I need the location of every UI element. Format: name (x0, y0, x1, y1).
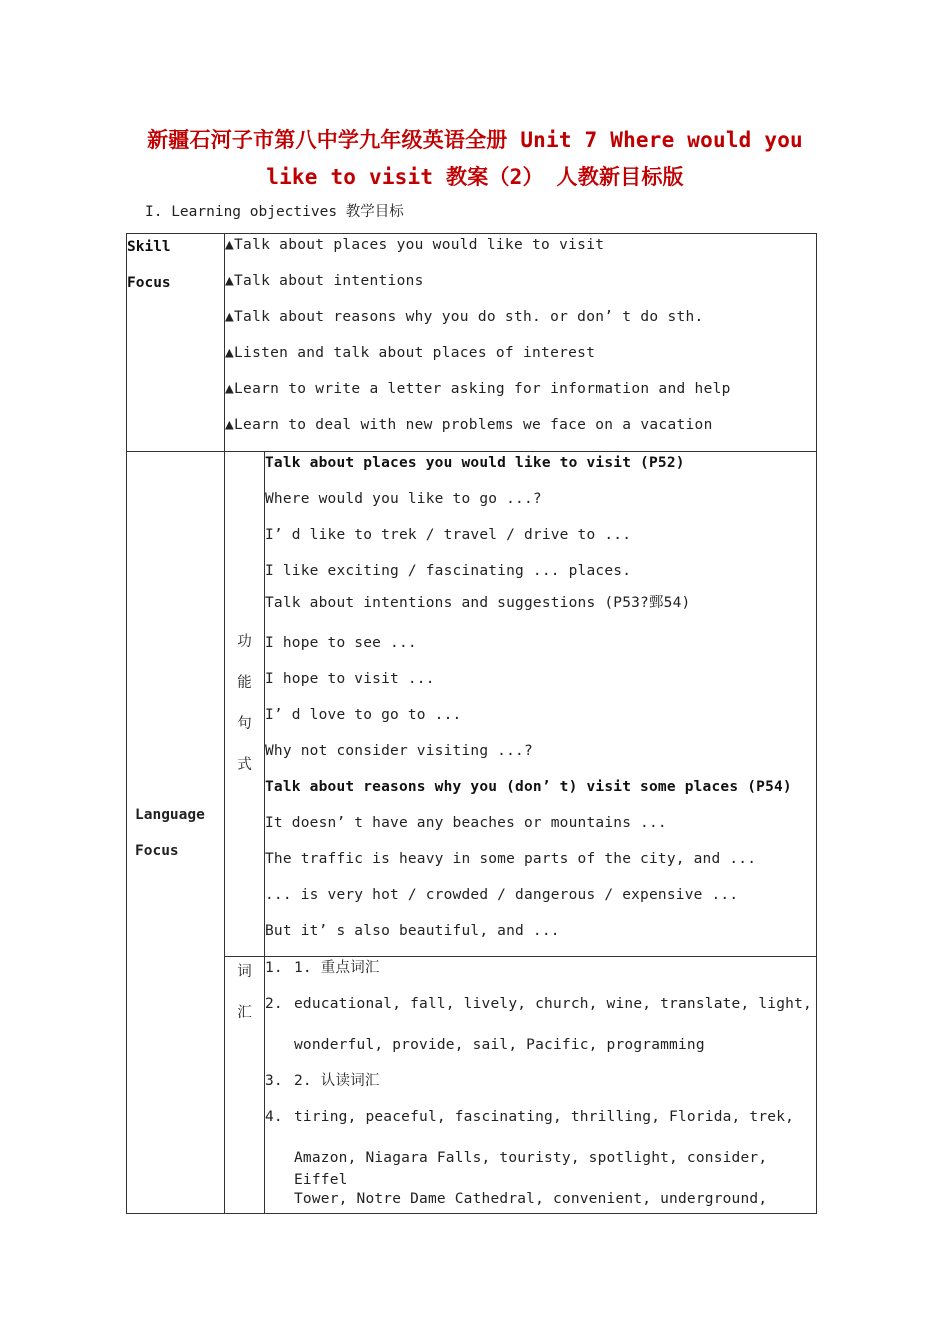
vocab-item (265, 1106, 816, 1147)
document-title-line-2: like to visit 教案（2） 人教新目标版 (266, 165, 684, 189)
skill-label-word: Skill (127, 239, 171, 255)
vocab-item-text: tiring, peaceful, fascinating, thrilling, Florida, trek, (294, 1109, 795, 1125)
language-focus-label (127, 452, 225, 1214)
vocab-item-number: 4. (265, 1109, 283, 1125)
function-line: But it’ s also beautiful, and ... (265, 923, 560, 939)
objectives-table (126, 233, 817, 1214)
vocab-item-number: 2. (265, 996, 283, 1012)
function-line: Why not consider visiting ...? (265, 743, 533, 759)
function-line: I’ d like to trek / travel / drive to ... (265, 527, 632, 543)
skill-item: ▲Learn to write a letter asking for information and help (225, 381, 731, 397)
function-label-char: 功 (237, 634, 252, 650)
function-label-char: 句 (237, 716, 252, 732)
skill-item: ▲Listen and talk about places of interest (225, 345, 596, 361)
function-line: Where would you like to go ...? (265, 491, 542, 507)
language-function-row (127, 452, 817, 957)
function-heading: Talk about intentions and suggestions (P53?鄄54) (265, 595, 691, 611)
document-title-line-1: 新疆石河子市第八中学九年级英语全册 Unit 7 Where would you (147, 128, 803, 152)
focus-label-word: Focus (135, 842, 179, 859)
vocabulary-label-char: 汇 (237, 1005, 252, 1021)
vocabulary-list (265, 957, 817, 1214)
function-line: ... is very hot / crowded / dangerous / expensive ... (265, 887, 739, 903)
skill-item: ▲Talk about reasons why you do sth. or don’ t do sth. (225, 309, 704, 325)
vocab-item (265, 993, 816, 1034)
function-heading: Talk about places you would like to visit (P52) (265, 455, 685, 471)
skill-focus-label (127, 234, 225, 452)
section-heading: I. Learning objectives 教学目标 (145, 204, 404, 220)
skill-focus-items (225, 234, 817, 452)
vocab-item-continuation: wonderful, provide, sail, Pacific, programming (294, 1037, 705, 1053)
skill-focus-row (127, 234, 817, 452)
vocab-item-text: 1. 重点词汇 (294, 960, 380, 976)
function-label-char: 能 (237, 675, 252, 691)
skill-item: ▲Learn to deal with new problems we face on a vacation (225, 417, 713, 433)
function-label-char: 式 (237, 757, 252, 773)
language-label-word: Language (135, 806, 205, 823)
function-sentences (265, 452, 817, 957)
vocab-item-text: educational, fall, lively, church, wine, translate, light, (294, 996, 812, 1012)
vocabulary-label-char: 词 (237, 964, 252, 980)
function-line: I’ d love to go to ... (265, 707, 462, 723)
function-line: The traffic is heavy in some parts of the city, and ... (265, 851, 757, 867)
function-heading: Talk about reasons why you (don’ t) visit some places (P54) (265, 779, 792, 795)
function-line: I hope to visit ... (265, 671, 435, 687)
language-vocabulary-row (127, 957, 817, 1214)
function-sentences-label (225, 452, 265, 957)
function-line: It doesn’ t have any beaches or mountains ... (265, 815, 667, 831)
skill-item: ▲Talk about places you would like to visit (225, 237, 605, 253)
vocab-item-text: 2. 认读词汇 (294, 1073, 380, 1089)
function-line: I like exciting / fascinating ... places. (265, 563, 632, 579)
vocab-item-continuation: Amazon, Niagara Falls, touristy, spotlight, consider, Eiffel (294, 1150, 768, 1188)
vocab-item-continuation: Tower, Notre Dame Cathedral, convenient, underground, (294, 1191, 768, 1207)
function-line: I hope to see ... (265, 635, 417, 651)
focus-label-word: Focus (127, 275, 171, 291)
vocab-item-number: 1. (265, 960, 283, 976)
vocab-item (265, 1070, 816, 1106)
vocab-item (265, 957, 816, 993)
skill-item: ▲Talk about intentions (225, 273, 424, 289)
vocab-item-number: 3. (265, 1073, 283, 1089)
vocabulary-label (225, 957, 265, 1214)
